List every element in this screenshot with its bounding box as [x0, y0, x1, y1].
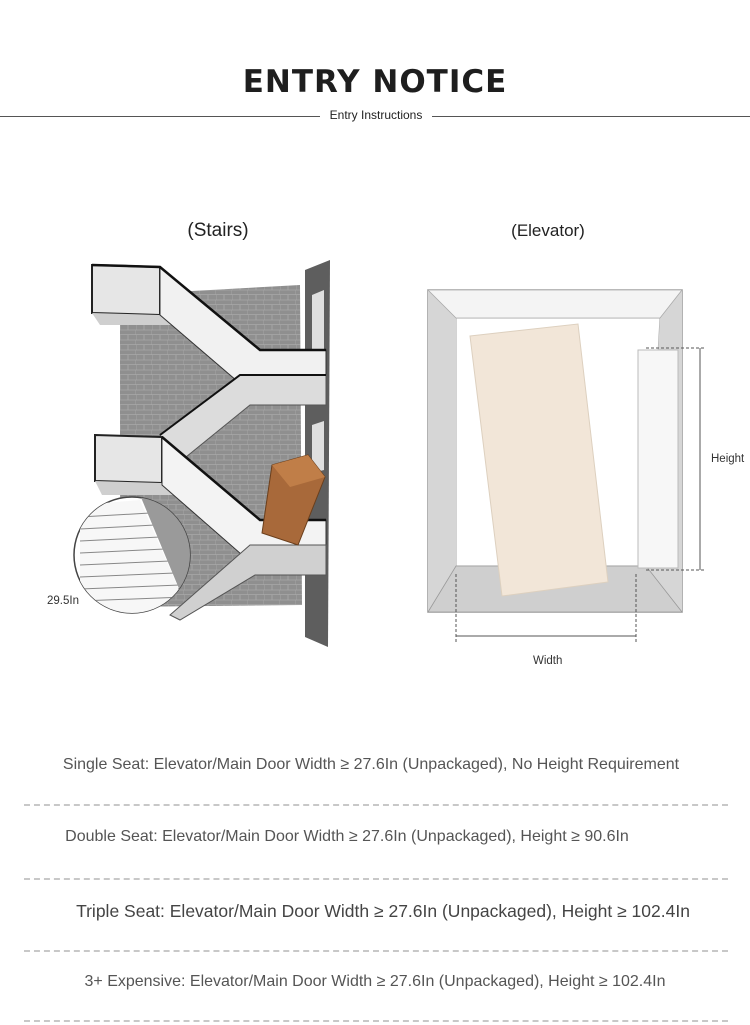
- elevator-illustration: [420, 284, 730, 644]
- divider-4: [24, 1020, 728, 1022]
- elevator-width-label: Width: [533, 655, 563, 667]
- elevator-height-label: Height: [711, 453, 745, 465]
- divider-2: [24, 878, 728, 880]
- stairs-width-dimension: 29.5In: [47, 595, 79, 607]
- requirement-three-plus: 3+ Expensive: Elevator/Main Door Width ≥ 27.6In (Unpackaged), Height ≥ 102.4In: [84, 973, 666, 990]
- requirement-single-seat: Single Seat: Elevator/Main Door Width ≥ 27.6In (Unpackaged), No Height Requirement: [62, 756, 680, 773]
- stairs-illustration: [40, 255, 340, 655]
- elevator-label: (Elevator): [511, 221, 585, 240]
- requirement-triple-seat: Triple Seat: Elevator/Main Door Width ≥ 27.6In (Unpackaged), Height ≥ 102.4In: [76, 901, 690, 921]
- page-subtitle: Entry Instructions: [329, 108, 423, 122]
- stairs-label: (Stairs): [187, 220, 249, 241]
- divider-1: [24, 804, 728, 806]
- page-title: ENTRY NOTICE: [242, 64, 508, 100]
- requirement-double-seat: Double Seat: Elevator/Main Door Width ≥ 27.6In (Unpackaged), Height ≥ 90.6In: [65, 828, 629, 845]
- header-divider-right: [432, 116, 750, 117]
- header-divider-left: [0, 116, 320, 117]
- divider-3: [24, 950, 728, 952]
